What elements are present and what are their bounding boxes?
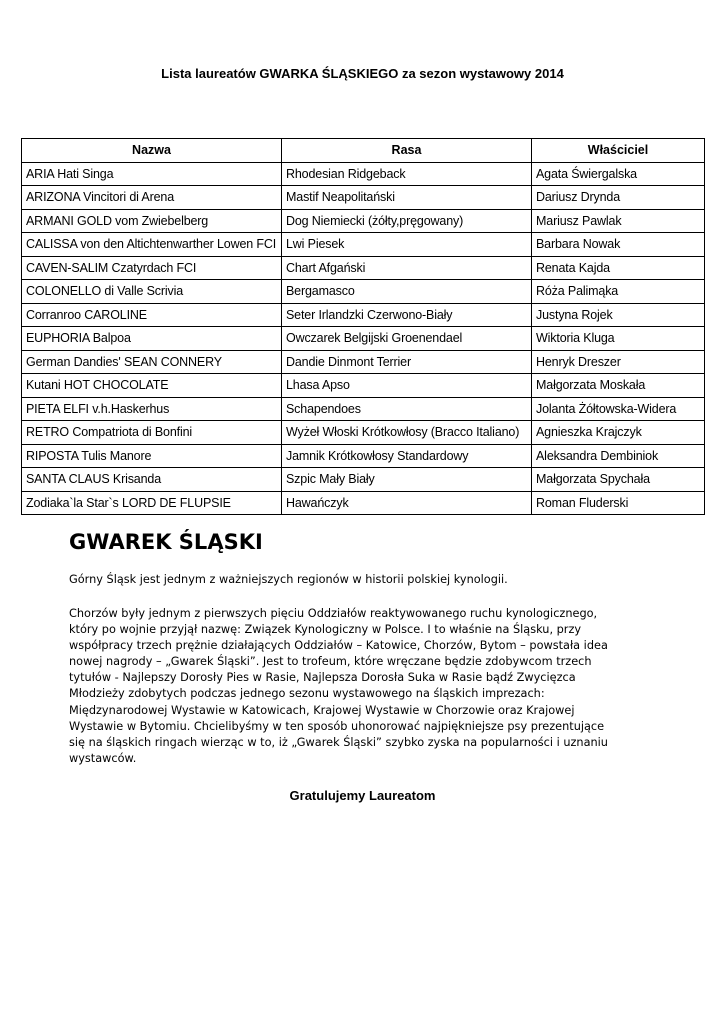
closing-text: Gratulujemy Laureatom	[289, 788, 436, 803]
laureates-table	[21, 138, 705, 515]
breed-cell: Rhodesian Ridgeback	[282, 162, 532, 186]
table-row	[22, 233, 705, 257]
body-line: Młodzieży zdobytych podczas jednego sezonu wystawowego na śląskich imprezach:	[69, 687, 545, 701]
dog-name-cell: COLONELLO di Valle Scrivia	[22, 280, 282, 304]
breed-cell: Jamnik Krótkowłosy Standardowy	[282, 444, 532, 468]
intro-paragraph: Górny Śląsk jest jednym z ważniejszych regionów w historii polskiej kynologii.	[69, 573, 508, 586]
breed-cell: Hawańczyk	[282, 491, 532, 515]
dog-name-cell: CAVEN-SALIM Czatyrdach FCI	[22, 256, 282, 280]
section-heading: GWAREK ŚLĄSKI	[69, 530, 263, 554]
owner-cell: Roman Fluderski	[532, 491, 705, 515]
dog-name-cell: PIETA ELFI v.h.Haskerhus	[22, 397, 282, 421]
table-row	[22, 374, 705, 398]
body-line: Chorzów były jednym z pierwszych pięciu Oddziałów reaktywowanego ruchu kynologicznego,	[69, 607, 598, 620]
breed-cell: Lhasa Apso	[282, 374, 532, 398]
table-row	[22, 280, 705, 304]
breed-cell: Schapendoes	[282, 397, 532, 421]
body-line: który po wojnie przyjął nazwę: Związek Kynologiczny w Polsce. I to właśnie na Śląsku, przy	[69, 623, 582, 637]
breed-cell: Seter Irlandzki Czerwono-Biały	[282, 303, 532, 327]
column-header-breed: Rasa	[282, 139, 532, 163]
dog-name-cell: SANTA CLAUS Krisanda	[22, 468, 282, 492]
table-row	[22, 256, 705, 280]
dog-name-cell: RIPOSTA Tulis Manore	[22, 444, 282, 468]
owner-cell: Agnieszka Krajczyk	[532, 421, 705, 445]
table-header-row	[22, 139, 705, 163]
owner-cell: Małgorzata Moskała	[532, 374, 705, 398]
table-row	[22, 162, 705, 186]
owner-cell: Róża Palimąka	[532, 280, 705, 304]
table-row	[22, 491, 705, 515]
owner-cell: Henryk Dreszer	[532, 350, 705, 374]
column-header-owner: Właściciel	[532, 139, 705, 163]
breed-cell: Wyżeł Włoski Krótkowłosy (Bracco Italiano)	[282, 421, 532, 445]
table-row	[22, 327, 705, 351]
owner-cell: Mariusz Pawlak	[532, 209, 705, 233]
column-header-name: Nazwa	[22, 139, 282, 163]
dog-name-cell: RETRO Compatriota di Bonfini	[22, 421, 282, 445]
dog-name-cell: CALISSA von den Altichtenwarther Lowen FCI	[22, 233, 282, 257]
body-line: się na śląskich ringach wierząc w to, iż „Gwarek Śląski” szybko zyska na popularności i uznaniu	[69, 735, 608, 749]
breed-cell: Dandie Dinmont Terrier	[282, 350, 532, 374]
body-line: tytułów - Najlepszy Dorosły Pies w Rasie, Najlepsza Dorosła Suka w Rasie bądź Zwycięzca	[69, 671, 576, 685]
breed-cell: Szpic Mały Biały	[282, 468, 532, 492]
dog-name-cell: Kutani HOT CHOCOLATE	[22, 374, 282, 398]
body-line: wystawców.	[69, 751, 137, 765]
dog-name-cell: EUPHORIA Balpoa	[22, 327, 282, 351]
body-line: Międzynarodowej Wystawie w Katowicach, Krajowej Wystawie w Chorzowie oraz Krajowej	[69, 703, 575, 717]
body-paragraph	[69, 606, 669, 767]
page-title: Lista laureatów GWARKA ŚLĄSKIEGO za sezon wystawowy 2014	[161, 66, 564, 81]
table-row	[22, 421, 705, 445]
breed-cell: Chart Afgański	[282, 256, 532, 280]
dog-name-cell: ARMANI GOLD vom Zwiebelberg	[22, 209, 282, 233]
dog-name-cell: German Dandies' SEAN CONNERY	[22, 350, 282, 374]
owner-cell: Renata Kajda	[532, 256, 705, 280]
table-row	[22, 209, 705, 233]
dog-name-cell: Corranroo CAROLINE	[22, 303, 282, 327]
breed-cell: Mastif Neapolitański	[282, 186, 532, 210]
owner-cell: Justyna Rojek	[532, 303, 705, 327]
dog-name-cell: ARIA Hati Singa	[22, 162, 282, 186]
breed-cell: Lwi Piesek	[282, 233, 532, 257]
owner-cell: Jolanta Żółtowska-Widera	[532, 397, 705, 421]
table-row	[22, 468, 705, 492]
table-row	[22, 303, 705, 327]
body-line: współpracy trzech prężnie działających Oddziałów – Katowice, Chorzów, Bytom – powstała idea	[69, 639, 608, 653]
dog-name-cell: ARIZONA Vincitori di Arena	[22, 186, 282, 210]
owner-cell: Aleksandra Dembiniok	[532, 444, 705, 468]
owner-cell: Dariusz Drynda	[532, 186, 705, 210]
table-row	[22, 397, 705, 421]
body-line: Wystawie w Bytomiu. Chcielibyśmy w ten sposób uhonorować najpiękniejsze psy prezentujące	[69, 719, 605, 733]
table-row	[22, 350, 705, 374]
table-row	[22, 186, 705, 210]
dog-name-cell: Zodiaka`la Star`s LORD DE FLUPSIE	[22, 491, 282, 515]
owner-cell: Barbara Nowak	[532, 233, 705, 257]
breed-cell: Dog Niemiecki (żółty,pręgowany)	[282, 209, 532, 233]
owner-cell: Małgorzata Spychała	[532, 468, 705, 492]
owner-cell: Wiktoria Kluga	[532, 327, 705, 351]
breed-cell: Bergamasco	[282, 280, 532, 304]
table-row	[22, 444, 705, 468]
body-line: nowej nagrody – „Gwarek Śląski”. Jest to trofeum, które wręczane będzie zdobywcom trzech	[69, 655, 592, 669]
owner-cell: Agata Świergalska	[532, 162, 705, 186]
breed-cell: Owczarek Belgijski Groenendael	[282, 327, 532, 351]
